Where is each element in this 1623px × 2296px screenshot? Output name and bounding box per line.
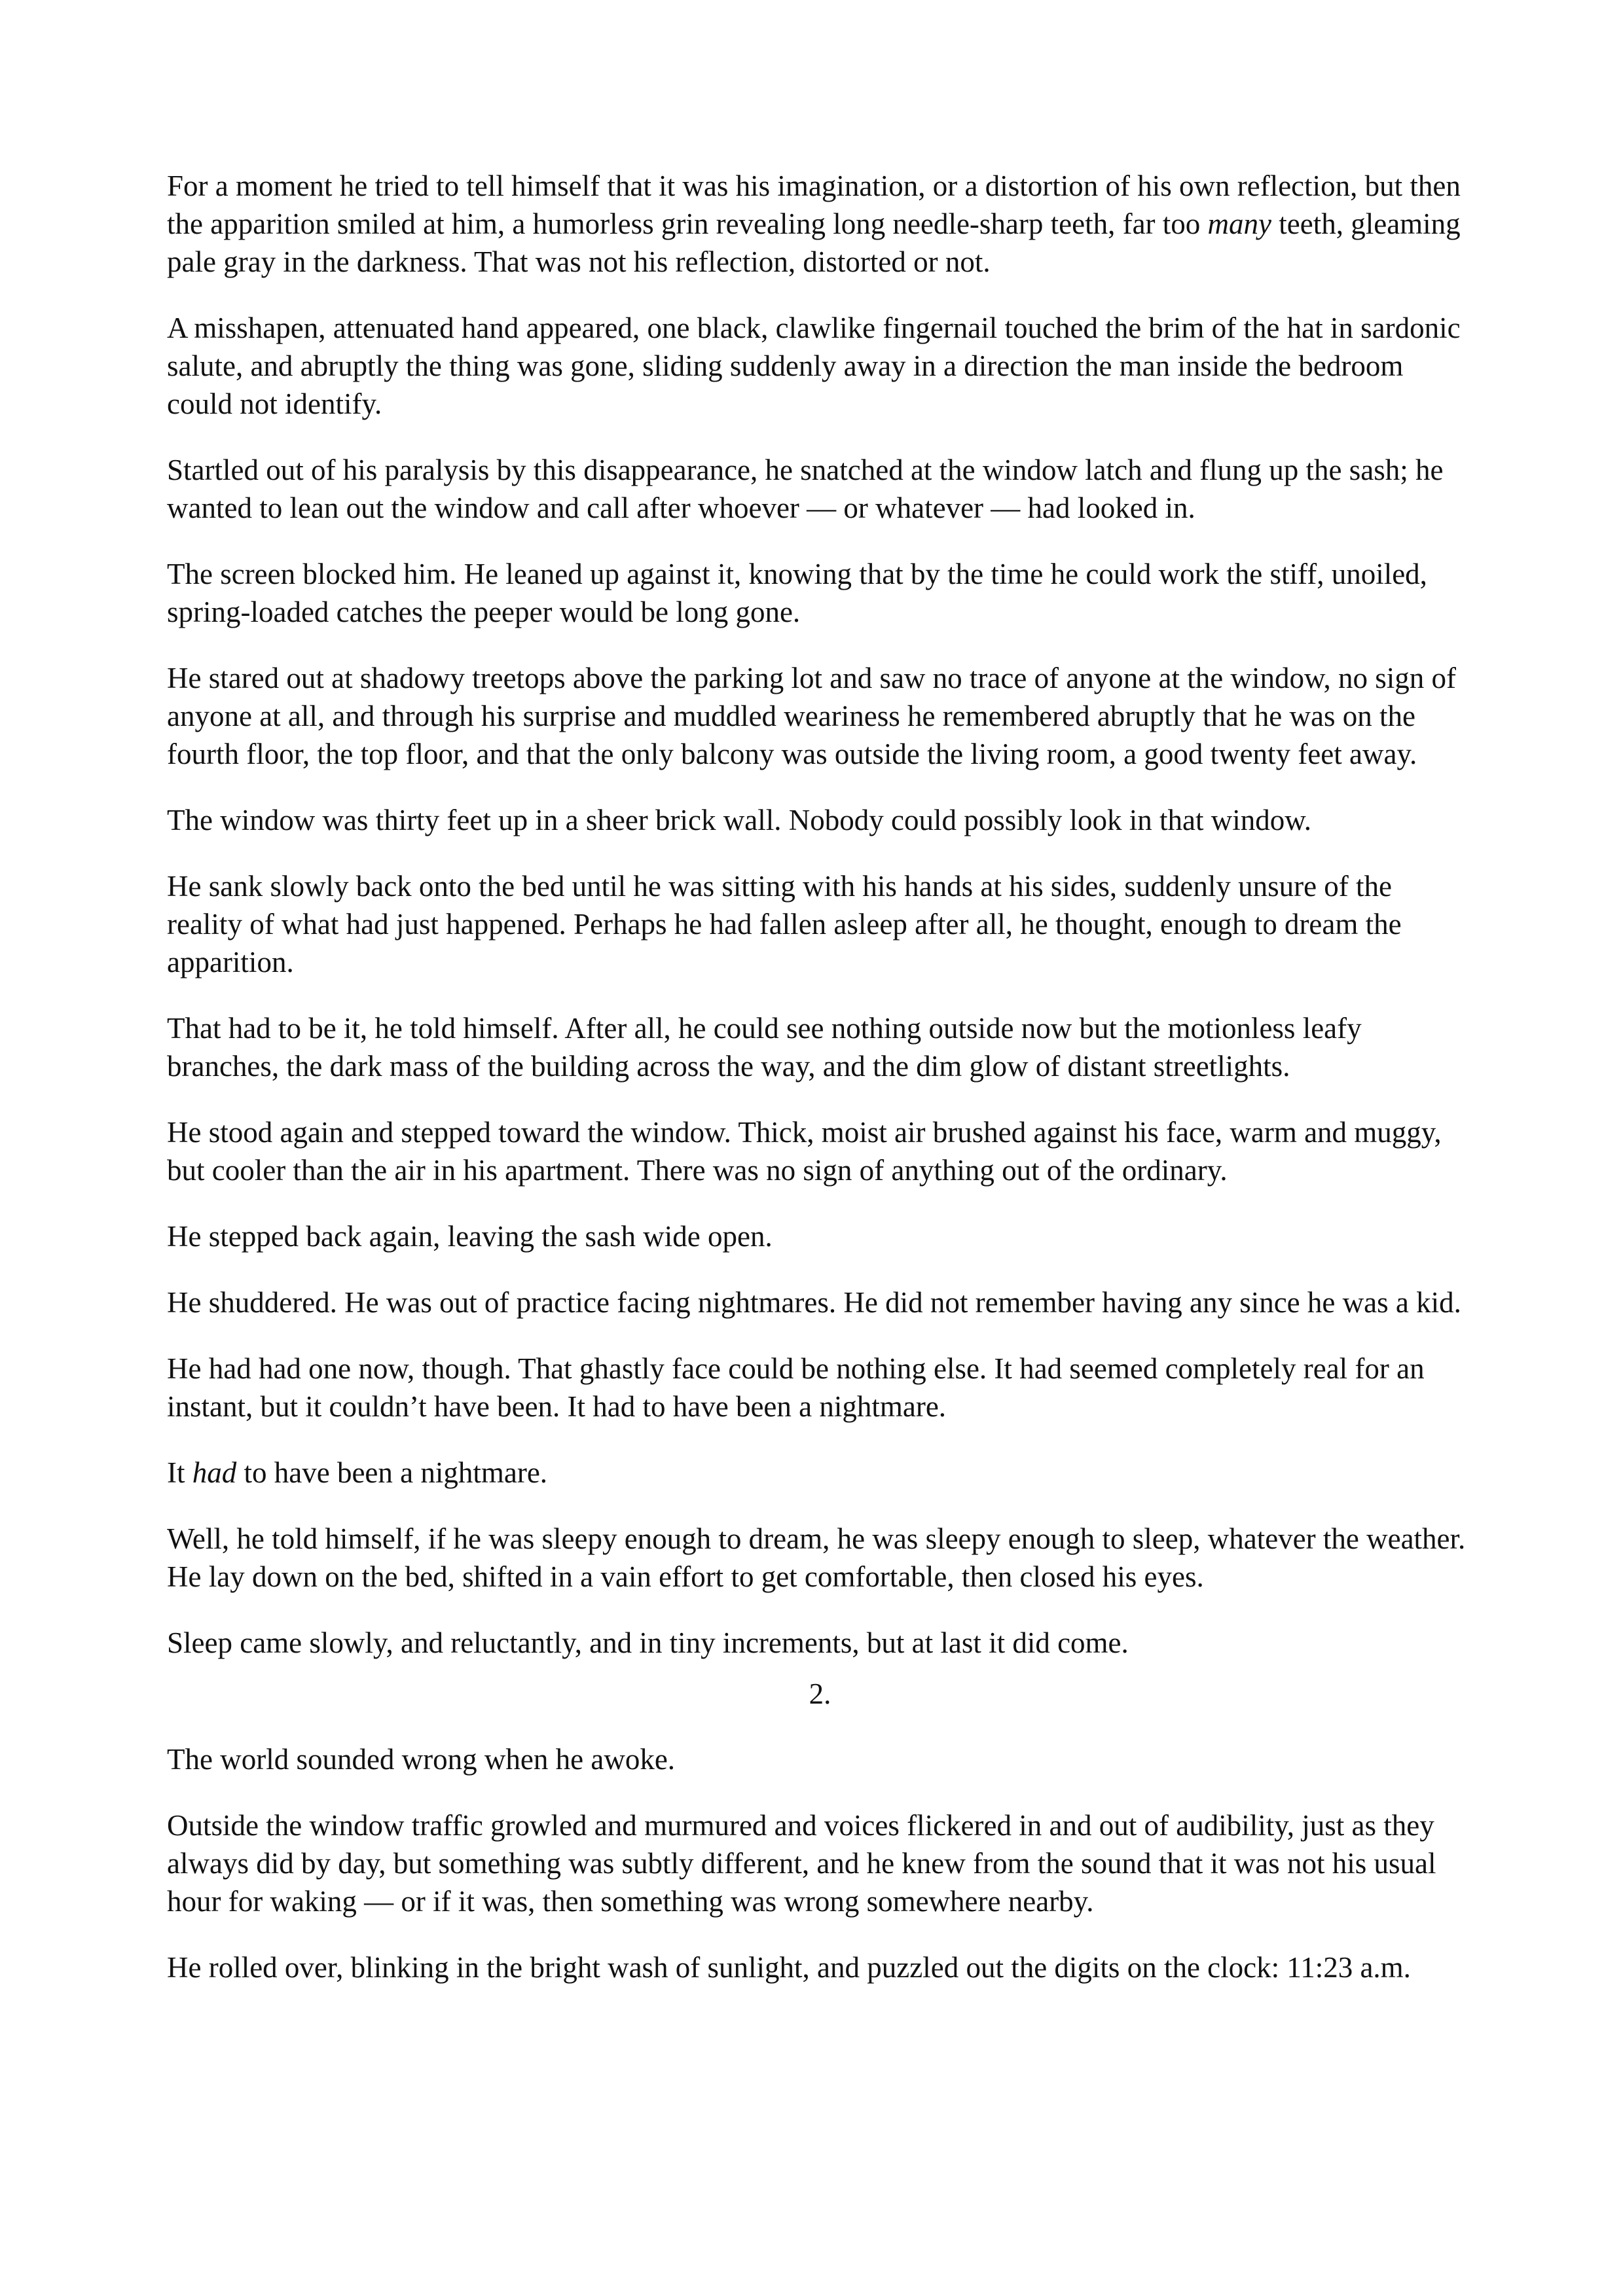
paragraph-2: A misshapen, attenuated hand appeared, one black, clawlike fingernail touched the brim of the hat in sardonic salute, and abruptly the thing was gone, sliding suddenly away in a direction the man inside the bedroom could not identify.	[167, 312, 1461, 420]
document-page	[167, 167, 1473, 2015]
paragraph-3: Startled out of his paralysis by this disappearance, he snatched at the window latch and flung up the sash; he wanted to lean out the window and call after whoever — or whatever — had looked in.	[167, 454, 1444, 524]
paragraph-15: Sleep came slowly, and reluctantly, and in tiny increments, but at last it did come.	[167, 1626, 1129, 1659]
paragraph-8: That had to be it, he told himself. After all, he could see nothing outside now but the motionless leafy branches, the dark mass of the building across the way, and the dim glow of distant streetlights.	[167, 1012, 1362, 1083]
paragraph-6: The window was thirty feet up in a sheer brick wall. Nobody could possibly look in that window.	[167, 804, 1312, 836]
paragraph-5: He stared out at shadowy treetops above the parking lot and saw no trace of anyone at the window, no sign of anyone at all, and through his surprise and muddled weariness he remembered abruptly that he was on the fourth floor, the top floor, and that the only balcony was outside the living room, a good twenty feet away.	[167, 662, 1457, 770]
paragraph-12: He had had one now, though. That ghastly face could be nothing else. It had seemed completely real for an instant, but it couldn’t have been. It had to have been a nightmare.	[167, 1352, 1425, 1423]
section-paragraph-2: Outside the window traffic growled and murmured and voices flickered in and out of audibility, just as they always did by day, but something was subtly different, and he knew from the sound that it was not his usual hour for waking — or if it was, then something was wrong somewhere nearby.	[167, 1809, 1436, 1918]
paragraph-11: He shuddered. He was out of practice facing nightmares. He did not remember having any since he was a kid.	[167, 1286, 1461, 1319]
paragraph-4: The screen blocked him. He leaned up against it, knowing that by the time he could work the stiff, unoiled, spring-loaded catches the peeper would be long gone.	[167, 558, 1427, 628]
paragraph-7: He sank slowly back onto the bed until he was sitting with his hands at his sides, suddenly unsure of the reality of what had just happened. Perhaps he had fallen asleep after all, he thought, enough to dream the apparition.	[167, 870, 1402, 978]
section-paragraph-1: The world sounded wrong when he awoke.	[167, 1743, 676, 1776]
section-heading: 2.	[809, 1677, 831, 1710]
paragraph-10: He stepped back again, leaving the sash wide open.	[167, 1220, 773, 1253]
emphasis-had: had	[192, 1456, 237, 1489]
paragraph-14: Well, he told himself, if he was sleepy enough to dream, he was sleepy enough to sleep, whatever the weather. He lay down on the bed, shifted in a vain effort to get comfortable, then closed his eyes.	[167, 1522, 1466, 1593]
paragraph-1: For a moment he tried to tell himself that it was his imagination, or a distortion of his own reflection, but then the apparition smiled at him, a humorless grin revealing long needle-sharp teeth, far too many teeth, gleaming pale gray in the darkness. That was not his reflection, distorted or not.	[167, 170, 1461, 278]
emphasis-many: many	[1207, 207, 1272, 240]
section-paragraph-3: He rolled over, blinking in the bright wash of sunlight, and puzzled out the digits on the clock: 11:23 a.m.	[167, 1951, 1411, 1984]
paragraph-13: It had to have been a nightmare.	[167, 1456, 548, 1489]
paragraph-9: He stood again and stepped toward the window. Thick, moist air brushed against his face, warm and muggy, but cooler than the air in his apartment. There was no sign of anything out of the ordinary.	[167, 1116, 1442, 1187]
